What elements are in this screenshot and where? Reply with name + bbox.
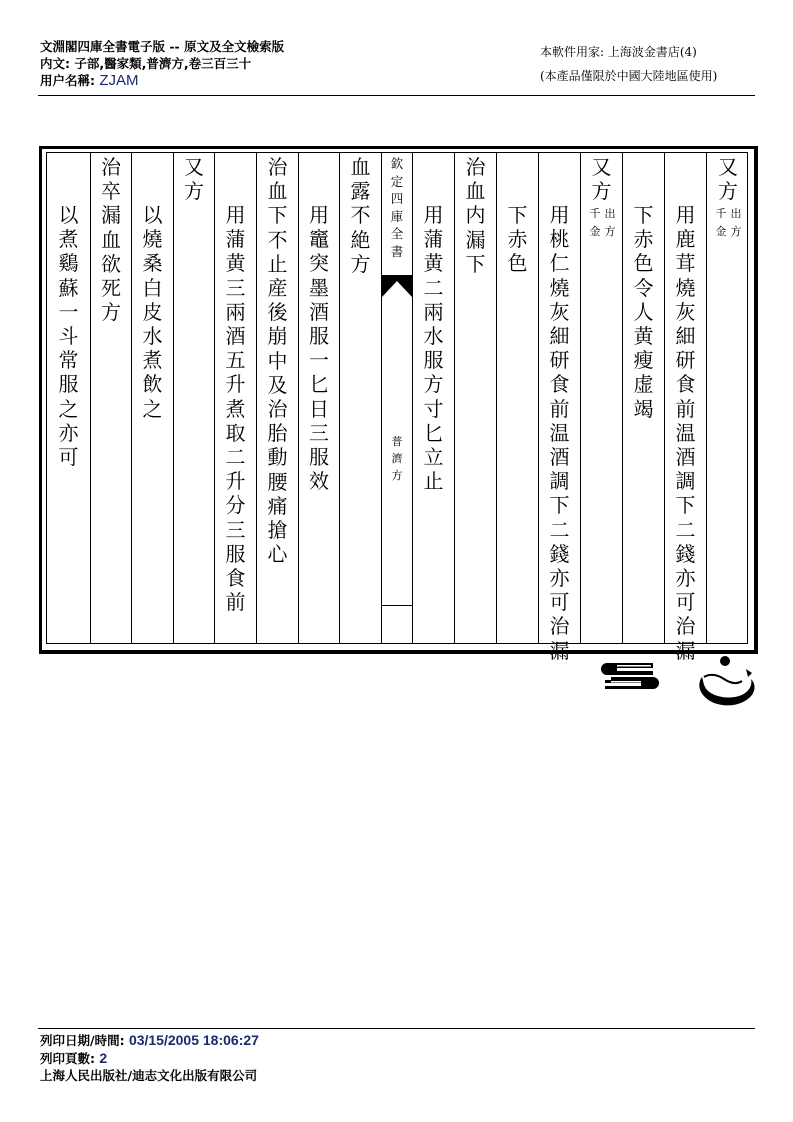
column-text: 以燒桑白皮水煮飲之: [142, 203, 163, 421]
book-title: 普濟方: [391, 435, 403, 482]
annotation-left: 千金: [589, 207, 601, 238]
print-datetime-label: 列印日期/時間:: [40, 1033, 125, 1048]
books-stack-logo-icon: [597, 655, 667, 705]
publisher-line: 上海人民出版社/迪志文化出版有限公司: [40, 1068, 258, 1083]
text-column-5: [539, 153, 581, 663]
text-column-10: [299, 153, 340, 643]
column-text: 又方: [591, 155, 612, 204]
print-datetime-value: 03/15/2005 18:06:27: [128, 1032, 259, 1048]
column-text: 用鹿茸燒灰細研食前温酒調下二錢亦可治漏: [675, 203, 696, 663]
column-text: 又方: [184, 155, 204, 204]
print-pages-label: 列印頁數:: [40, 1050, 95, 1066]
content-value: 子部,醫家類,普濟方,卷三百三十: [74, 56, 252, 71]
print-pages: [40, 1050, 259, 1068]
column-text: 下赤色令人黄瘦虚竭: [633, 203, 654, 421]
column-text: 用竈突墨酒服一匕日三服效: [309, 203, 329, 494]
header-right: [540, 40, 717, 88]
column-text: 用蒲黄二兩水服方寸匕立止: [423, 203, 444, 494]
column-text: 以煮鷄蘇一斗常服之亦可: [58, 203, 79, 470]
text-column-13: [174, 153, 215, 643]
publisher-swirl-logo-icon: [690, 655, 760, 710]
column-text: 用桃仁燒灰細研食前温酒調下二錢亦可治漏: [549, 203, 570, 663]
page-frame: [46, 152, 748, 663]
center-strip-divider: [382, 605, 412, 606]
annotation-right: 出方: [604, 207, 616, 238]
text-column-3: [623, 153, 665, 643]
center-strip: [382, 153, 413, 643]
user-value: ZJAM: [99, 72, 139, 89]
annotation-right: 出方: [730, 207, 742, 238]
fishtail-mark-icon: [382, 275, 412, 297]
annotation-left: 千金: [715, 207, 727, 238]
footer-divider: [38, 1028, 755, 1029]
text-column-16: [47, 153, 91, 643]
product-title: 文淵閣四庫全書電子版 -- 原文及全文檢索版: [40, 39, 285, 54]
print-pages-value: 2: [99, 1049, 108, 1066]
print-datetime: [40, 1032, 259, 1050]
user-label: 用户名稱:: [40, 73, 95, 88]
text-column-15: [91, 153, 132, 643]
licensee-text: 本軟件用家: 上海波金書店(4): [540, 45, 697, 59]
text-column-2: [665, 153, 707, 663]
content-path: [40, 55, 284, 72]
column-text: 治卒漏血欲死方: [101, 155, 121, 325]
content-label: 内文:: [40, 56, 70, 71]
text-column-12: [215, 153, 257, 643]
column-text: 治血内漏下: [465, 155, 486, 276]
footer: [40, 1032, 259, 1085]
text-column-7: [455, 153, 497, 643]
text-column-4: [581, 153, 623, 643]
column-text: 治血下不止産後崩中及治胎動腰痛搶心: [267, 155, 288, 567]
column-text: 血露不絶方: [350, 155, 371, 276]
column-text: 用蒲黄三兩酒五升煮取二升分三服食前: [225, 203, 246, 615]
text-column-14: [132, 153, 174, 643]
text-column-11: [257, 153, 299, 643]
header-divider: [38, 95, 755, 96]
region-notice: (本產品僅限於中國大陸地區使用): [540, 69, 718, 83]
text-column-9: [340, 153, 382, 643]
collection-title: 欽定四庫全書: [390, 156, 404, 259]
text-column-6: [497, 153, 539, 643]
text-column-1: [707, 153, 749, 643]
header-left: [40, 38, 284, 89]
user-line: [40, 72, 284, 89]
column-text: 又方: [718, 155, 738, 204]
column-text: 下赤色: [507, 203, 528, 276]
text-column-8: [413, 153, 455, 643]
